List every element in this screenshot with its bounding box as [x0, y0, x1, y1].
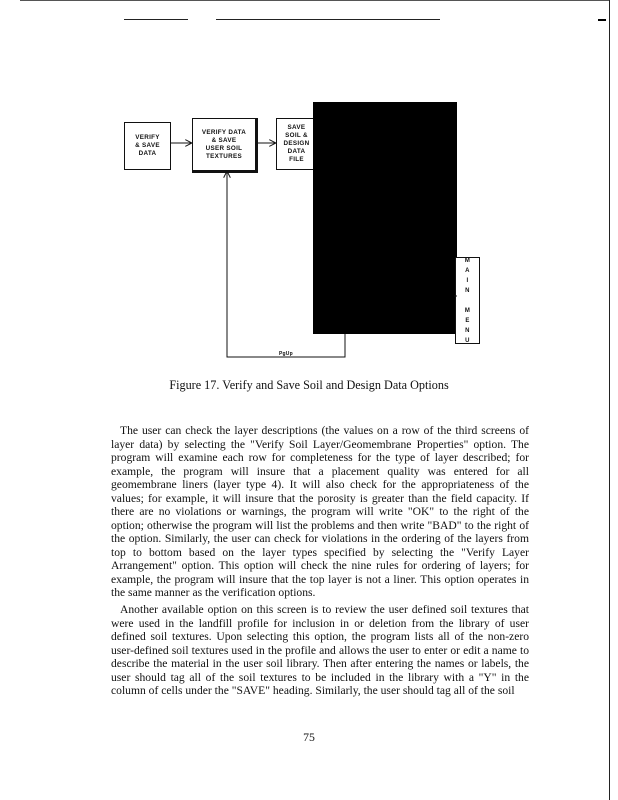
figure-caption: Figure 17. Verify and Save Soil and Design Data Options: [169, 378, 449, 392]
page-number: 75: [303, 730, 315, 744]
verify-save-data-box: VERIFY & SAVE DATA: [124, 122, 171, 170]
paragraph-user-soil-library: Another available option on this screen is to review the user defined soil textures that were used in the landfill profile for inclusion in or deletion from the library of user defined soil textures. Upon selecting this option, the program lists all of the non-zero user-defined soil textures used in the profile and allows the user to enter or edit a name to describe the material in the user soil library. Then after entering the names or labels, the user should tag all of the soil textures to be included in the library with a "Y" in the column of cells under the "SAVE" heading. Similarly, the user should tag all of the soil: [111, 603, 529, 697]
pgup-return-line: [227, 172, 345, 357]
pgup-label: PgUp: [279, 351, 293, 357]
main-menu-box: M A I N M E N U: [455, 257, 480, 344]
save-design-file-box: SAVE SOIL & DESIGN DATA FILE: [276, 118, 317, 170]
paragraph-verify-layers: The user can check the layer descriptions (the values on a row of the third screens of layer data) by selecting the "Verify Soil Layer/Geomembrane Properties" option. The program will examine each row for completeness for the type of layer described; for example, the program will insure that a placement quality was entered for all geomembrane liners (layer type 4). It will also check for the appropriateness of the values; for example, it will insure that the porosity is greater than the field capacity. If there are no violations or warnings, the program will write "OK" to the right of the option; otherwise the program will list the problems and then write "BAD" to the right of the option. Similarly, the user can check for violations in the ordering of the layers from top to bottom based on the layer types specified by selecting the "Verify Layer Arrangement" option. This option will check the nine rules for ordering of layers; for example, the program will insure that the top layer is not a liner. This option operates in the same manner as the verification options.: [111, 424, 529, 599]
verify-save-soil-textures-box: VERIFY DATA & SAVE USER SOIL TEXTURES: [192, 118, 258, 173]
